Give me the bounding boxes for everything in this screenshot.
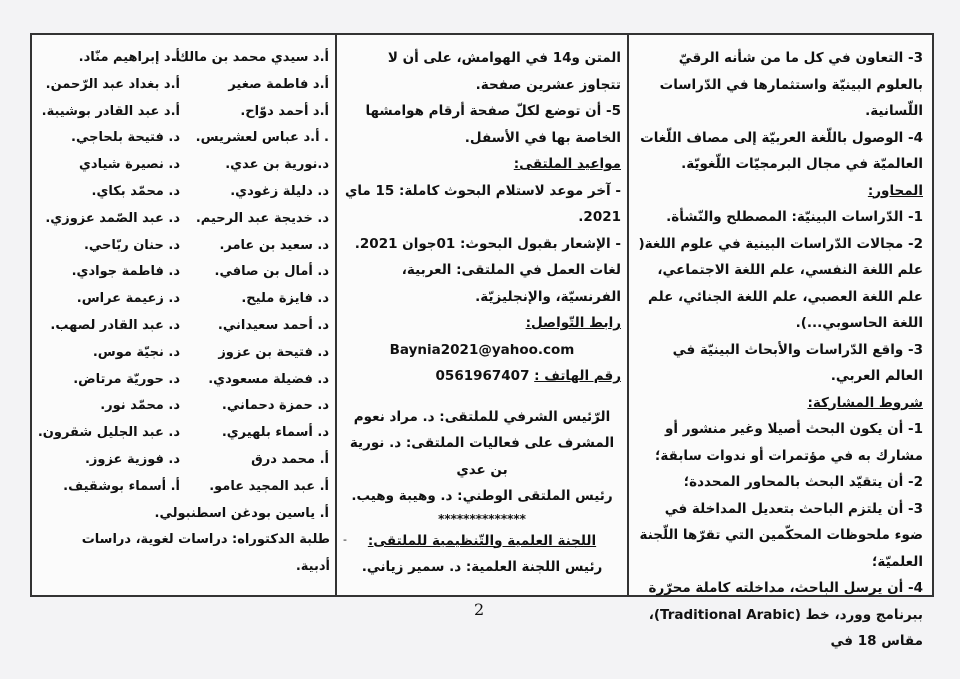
phone-number: 0561967407 [435, 368, 530, 384]
committee-president: رئيس اللجنة العلمية: د. سمير زياني. [361, 559, 603, 575]
list-item: أ.د فاطمة صغير [228, 76, 329, 92]
list-item: د. فوزية عزوز. [84, 451, 180, 467]
list-item: د. خديجة عبد الرحيم. [195, 210, 329, 226]
list-item: د. أحمد سعيداني. [217, 317, 329, 333]
committee-heading: اللجنة العلمية والتّنظيمية للملتقى: [367, 532, 597, 549]
list-item: أ. عبد المجيد عامو. [209, 478, 329, 494]
dates-heading: مواعيد الملتقى: [513, 156, 621, 172]
list-item: أ. ياسين بودغن اسطنبولي. [154, 505, 329, 521]
list-item: د. دليلة زغودي. [230, 183, 329, 199]
list-item: د. محمّد نور. [100, 398, 180, 414]
list-item: د. حنان ربّاحي. [83, 237, 180, 253]
list-item: أ. محمد درق [251, 451, 329, 467]
national-president: رئيس الملتقى الوطني: د. وهيبة وهيب. [351, 488, 613, 504]
objective-3: 3- التعاون في كل ما من شأنه الرقيّ بالعلوم البينيّة واستثمارها في الدّراسات اللّسانية. [659, 50, 923, 119]
list-item: د. فاطمة جوادي. [71, 264, 180, 280]
condition-4: 4- أن يرسل الباحث، مداخلته كاملة محرّرة ببرنامج وورد، خط (Traditional Arabic)، مقاس 18 في [648, 580, 923, 649]
list-item: د. زعيمة عراس. [76, 291, 180, 307]
condition-2: 2- أن يتقيّد البحث بالمحاور المحددة؛ [683, 474, 923, 490]
list-item: د.نورية بن عدي. [225, 157, 329, 173]
list-item: د. فايزة مليح. [241, 291, 329, 307]
axis-3: 3- واقع الدّراسات والأبحاث البينيّة في العالم العربي. [672, 341, 923, 384]
event-supervisor: المشرف على فعاليات الملتقى: د. نورية بن عدي [349, 435, 615, 478]
list-item: د. نصيرة شيادي [79, 157, 180, 173]
stars-separator: ************** [438, 511, 526, 526]
list-item: د. أمال بن صافي. [214, 264, 329, 280]
column-dates-contact [343, 45, 621, 581]
conditions-heading: شروط المشاركة: [807, 394, 923, 411]
list-item: أ. أسماء بوشقيف. [63, 478, 180, 494]
dash-mark: - [343, 533, 347, 546]
objective-4: 4- الوصول باللّغة العربيّة إلى مصاف اللّغات العالميّة في مجال البرمجيّات اللّغويّة. [640, 129, 923, 172]
condition-4-continued: المتن و14 في الهوامش، على أن لا تتجاوز عشرين صفحة. [387, 50, 621, 93]
list-item: د. فتيحة بلحاجي. [71, 130, 180, 146]
list-item: د. نجيّة موس. [92, 344, 180, 360]
list-item: . أ.د عباس لعشريس. [195, 130, 329, 146]
list-item: أ.د عبد القادر بوشيبة. [41, 103, 180, 119]
phone-label: رقم الهاتف : [534, 368, 621, 384]
list-item: د. عبد الصّمد عزوزي. [45, 210, 180, 226]
column-divider [627, 33, 629, 595]
working-languages: لغات العمل في الملتقى: العربية، الفرنسيّة، والإنجليزيّة. [401, 262, 621, 305]
list-item: أ.د إبراهيم منّاد. [78, 50, 180, 65]
list-item: د. أسماء بلهيري. [221, 425, 329, 441]
page-number: 2 [474, 600, 485, 619]
contact-heading: رابط التّواصل: [525, 315, 621, 331]
condition-1: 1- أن يكون البحث أصيلا وغير منشور أو مشارك به في مؤتمرات أو ندوات سابقة؛ [655, 421, 923, 464]
contact-email: Baynia2021@yahoo.com [389, 341, 575, 358]
list-item: أ.د أحمد دوّاح. [240, 103, 329, 119]
list-item: د. فضيلة مسعودي. [208, 371, 329, 387]
list-item: د. فتيحة بن عزوز [218, 344, 329, 360]
names-right-list [154, 45, 329, 527]
axis-1: 1- الدّراسات البينيّة: المصطلح والنّشأة. [666, 209, 923, 225]
list-item: د. عبد القادر لصهب. [50, 317, 180, 333]
list-item: د. محمّد بكاي. [91, 183, 180, 199]
column-objectives [635, 45, 923, 655]
deadline-submission: - آخر موعد لاستلام البحوث كاملة: 15 ماي 2021. [344, 182, 621, 225]
axis-2: 2- مجالات الدّراسات البينية في علوم اللغة( علم اللغة النفسي، علم اللغة الاجتماعي، علم اللغة العصبي، علم اللغة الجنائي، علم اللغة الحاسوبي...). [638, 235, 923, 331]
list-item: أ.د سيدي محمد بن مالك. [172, 50, 329, 65]
deadline-acceptance: - الإشعار بقبول البحوث: 01جوان 2021. [354, 235, 621, 252]
condition-5: 5- أن توضع لكلّ صفحة أرقام هوامشها الخاصة بها في الأسفل. [365, 103, 621, 146]
phd-students-line: طلبة الدكتوراه: دراسات لغوية، دراسات أدبية. [81, 532, 330, 574]
list-item: أ.د بغداد عبد الرّحمن. [45, 76, 180, 92]
list-item: د. سعيد بن عامر. [219, 237, 329, 253]
names-left-list [37, 45, 180, 501]
axes-heading: المحاور: [867, 182, 923, 199]
list-item: د. حمزة دحماني. [221, 398, 329, 414]
condition-3: 3- أن يلتزم الباحث بتعديل المداخلة في ضوء ملحوظات المحكّمين التي تقرّها اللّجنة العلميّة؛ [639, 500, 923, 570]
honorary-president: الرّئيس الشرفي للملتقى: د. مراد نعوم [353, 408, 611, 425]
column-divider [335, 33, 337, 595]
spacer [343, 390, 621, 404]
phone-line [343, 363, 621, 390]
list-item: د. حوريّة مرتاض. [73, 371, 180, 387]
list-item: د. عبد الجليل شقرون. [37, 425, 180, 441]
